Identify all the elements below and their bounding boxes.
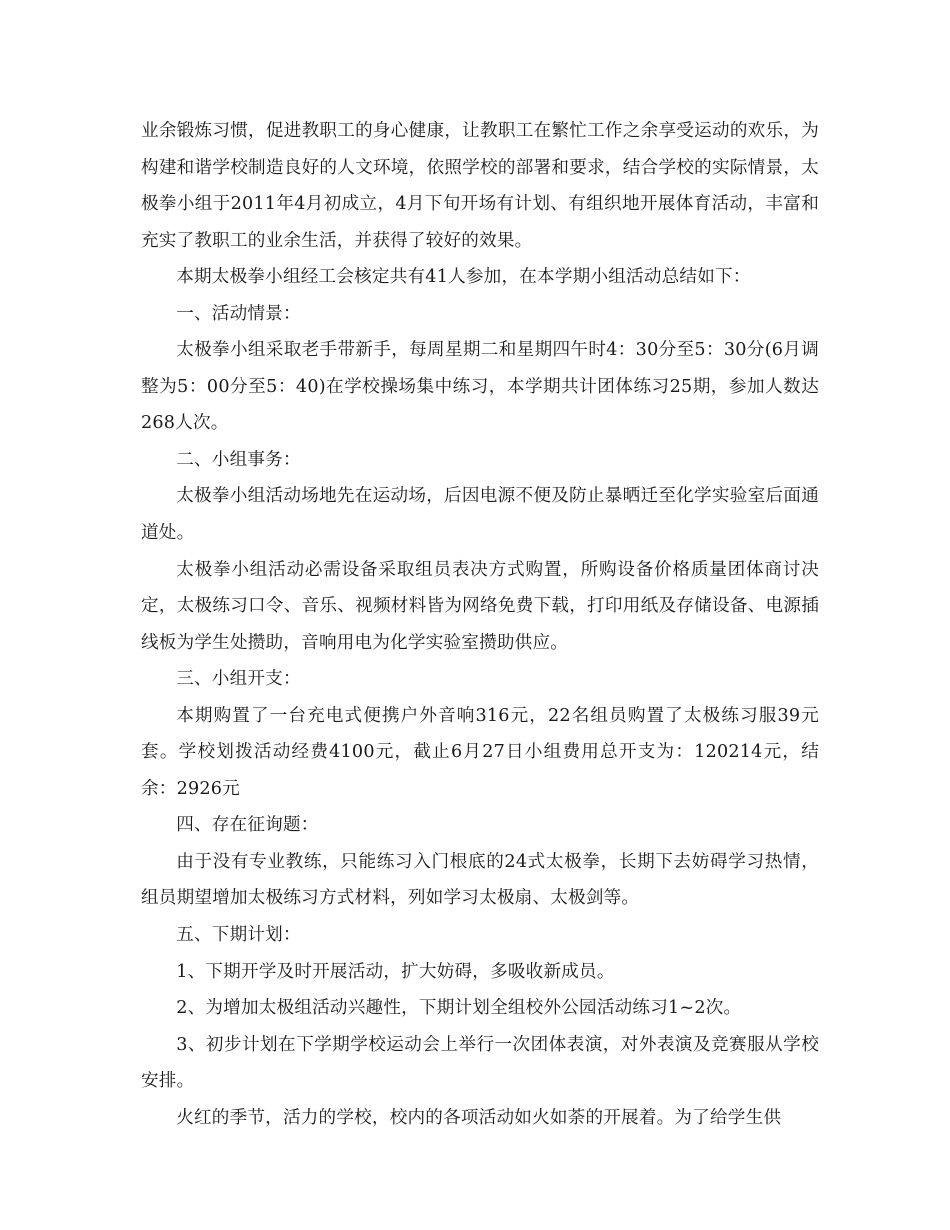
paragraph-activities: 太极拳小组采取老手带新手，每周星期二和星期四午时4：30分至5：30分(6月调整为5：00分至5：40)在学校操场集中练习，本学期共计团体练习25期，参加人数达268人次。 — [141, 340, 819, 434]
paragraph-venue: 太极拳小组活动场地先在运动场，后因电源不便及防止暴晒迁至化学实验室后面通道处。 — [141, 486, 819, 544]
paragraph-next-article: 火红的季节，活力的学校，校内的各项活动如火如荼的开展着。为了给学生供 — [176, 1107, 782, 1128]
plan-item-2: 2、为增加太极组活动兴趣性，下期计划全组校外公园活动练习1~2次。 — [176, 998, 742, 1019]
plan-item-1: 1、下期开学及时开展活动，扩大妨碍，多吸收新成员。 — [176, 961, 615, 982]
plan-item-3: 3、初步计划在下学期学校运动会上举行一次团体表演，对外表演及竞赛服从学校安排。 — [141, 1034, 819, 1092]
section-heading-problems: 四、存在征询题： — [176, 815, 319, 836]
paragraph-continuation: 业余锻炼习惯，促进教职工的身心健康，让教职工在繁忙工作之余享受运动的欢乐，为构建和谐学校制造良好的人文环境，依照学校的部署和要求，结合学校的实际情景，太极拳小组于2011年4月初成立，4月下旬开场有计划、有组织地开展体育活动，丰富和充实了教职工的业余生活，并获得了较好的效果。 — [141, 121, 819, 251]
paragraph-problems: 由于没有专业教练，只能练习入门根底的24式太极拳，长期下去妨碍学习热情，组员期望增加太极练习方式材料，列如学习太极扇、太极剑等。 — [141, 851, 819, 909]
section-heading-affairs: 二、小组事务： — [176, 449, 301, 470]
paragraph-expenses: 本期购置了一台充电式便携户外音响316元，22名组员购置了太极练习服39元套。学校划拨活动经费4100元，截止6月27日小组费用总开支为：120214元，结余：2926元 — [141, 705, 819, 799]
section-heading-activities: 一、活动情景： — [176, 303, 301, 324]
paragraph-equipment: 太极拳小组活动必需设备采取组员表决方式购置，所购设备价格质量团体商讨决定，太极练习口令、音乐、视频材料皆为网络免费下载，打印用纸及存储设备、电源插线板为学生处攒助，音响用电为化学实验室攒助供应。 — [141, 559, 819, 653]
paragraph-intro: 本期太极拳小组经工会核定共有41人参加，在本学期小组活动总结如下： — [176, 267, 751, 288]
section-heading-plans: 五、下期计划： — [176, 925, 301, 946]
section-heading-expenses: 三、小组开支： — [176, 669, 301, 690]
document-body — [141, 113, 819, 1136]
